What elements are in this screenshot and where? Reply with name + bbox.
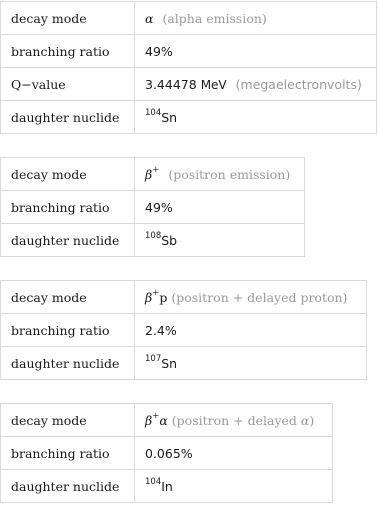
branching-ratio-value: 49% bbox=[135, 191, 305, 224]
decay-symbol-extra: p bbox=[159, 289, 168, 305]
row-label: decay mode bbox=[1, 281, 135, 314]
table-row bbox=[1, 470, 333, 503]
daughter-nuclide-value bbox=[135, 224, 305, 257]
decay-symbol: β bbox=[145, 166, 153, 182]
row-label: daughter nuclide bbox=[1, 224, 135, 257]
row-label: branching ratio bbox=[1, 437, 135, 470]
mass-number: 107 bbox=[145, 354, 162, 365]
branching-ratio-value: 49% bbox=[135, 35, 377, 68]
table-row bbox=[1, 437, 333, 470]
decay-table-positron bbox=[0, 157, 305, 257]
row-label: Q−value bbox=[1, 68, 135, 101]
q-value-unit-note: (megaelectronvolts) bbox=[235, 76, 362, 92]
table-row bbox=[1, 404, 333, 437]
decay-mode-value bbox=[135, 2, 377, 35]
table-row bbox=[1, 35, 377, 68]
branching-ratio-value: 2.4% bbox=[135, 314, 367, 347]
daughter-nuclide-value bbox=[135, 101, 377, 134]
row-label: daughter nuclide bbox=[1, 347, 135, 380]
decay-mode-value bbox=[135, 404, 333, 437]
decay-mode-note: (positron emission) bbox=[168, 166, 291, 182]
table-row bbox=[1, 224, 305, 257]
element-symbol: Sn bbox=[161, 355, 178, 371]
table-row bbox=[1, 101, 377, 134]
decay-table-positron-alpha bbox=[0, 403, 333, 503]
mass-number: 104 bbox=[145, 108, 162, 119]
q-value-unit: MeV bbox=[200, 77, 227, 92]
decay-symbol-charge: + bbox=[152, 288, 160, 299]
row-label: decay mode bbox=[1, 158, 135, 191]
row-label: decay mode bbox=[1, 404, 135, 437]
row-label: branching ratio bbox=[1, 314, 135, 347]
element-symbol: In bbox=[161, 478, 173, 494]
q-value bbox=[135, 68, 377, 101]
note-suffix: ) bbox=[309, 412, 315, 428]
note-alpha-symbol: α bbox=[300, 412, 310, 428]
decay-symbol: α bbox=[145, 10, 154, 26]
daughter-nuclide-value bbox=[135, 347, 367, 380]
row-label: daughter nuclide bbox=[1, 470, 135, 503]
decay-symbol-charge: + bbox=[152, 165, 160, 176]
decay-mode-note: (alpha emission) bbox=[162, 10, 267, 26]
decay-symbol: β bbox=[145, 289, 153, 305]
decay-mode-note bbox=[172, 413, 314, 428]
row-label: daughter nuclide bbox=[1, 101, 135, 134]
decay-mode-note: (positron + delayed proton) bbox=[171, 289, 348, 305]
mass-number: 108 bbox=[145, 231, 162, 242]
table-row bbox=[1, 347, 367, 380]
row-label: branching ratio bbox=[1, 191, 135, 224]
q-value-number: 3.44478 bbox=[145, 76, 197, 92]
decay-table-positron-proton bbox=[0, 280, 367, 380]
decay-symbol-charge: + bbox=[152, 411, 160, 422]
element-symbol: Sn bbox=[161, 109, 178, 125]
decay-symbol-extra: α bbox=[159, 412, 168, 428]
decay-symbol: β bbox=[145, 412, 153, 428]
mass-number: 104 bbox=[145, 477, 162, 488]
table-row bbox=[1, 314, 367, 347]
row-label: decay mode bbox=[1, 2, 135, 35]
element-symbol: Sb bbox=[161, 232, 178, 248]
row-label: branching ratio bbox=[1, 35, 135, 68]
note-prefix: (positron + delayed bbox=[171, 412, 301, 428]
table-row bbox=[1, 2, 377, 35]
decay-mode-value bbox=[135, 158, 305, 191]
table-row bbox=[1, 191, 305, 224]
table-row bbox=[1, 68, 377, 101]
decay-mode-value bbox=[135, 281, 367, 314]
table-row bbox=[1, 281, 367, 314]
table-row bbox=[1, 158, 305, 191]
branching-ratio-value: 0.065% bbox=[135, 437, 333, 470]
decay-table-alpha bbox=[0, 1, 377, 134]
daughter-nuclide-value bbox=[135, 470, 333, 503]
